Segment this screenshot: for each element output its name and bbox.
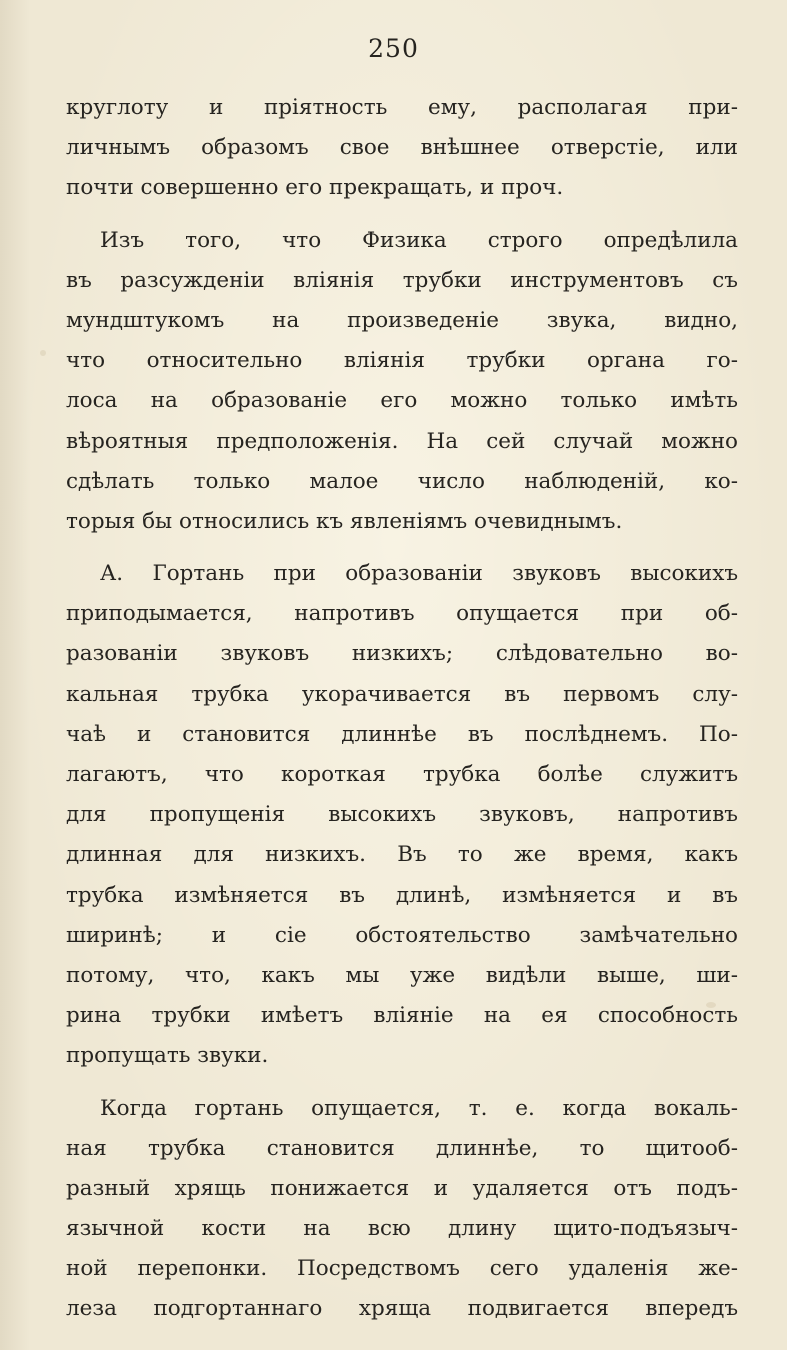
text-line: торыя бы относились къ явленіямъ очевиднымъ. <box>66 508 623 534</box>
text-line: что относительно вліянія трубки органа го- <box>66 348 738 374</box>
text-line: язычной кости на всю длину щито-подъязыч- <box>66 1216 738 1242</box>
text-line: Когда гортань опущается, т. е. когда вокаль- <box>100 1095 738 1121</box>
text-line: вѣроятныя предположенія. На сей случай можно <box>66 428 738 454</box>
text-line: длинная для низкихъ. Въ то же время, какъ <box>66 842 738 868</box>
text-line: круглоту и пріятность ему, располагая при- <box>66 95 738 120</box>
text-line: леза подгортаннаго хряща подвигается впередъ <box>66 1296 738 1322</box>
text-line: трубка измѣняется въ длинѣ, измѣняется и въ <box>66 882 738 908</box>
paragraph-4 <box>66 1089 738 1330</box>
text-line: почти совершенно его прекращать, и проч. <box>66 175 564 201</box>
paragraph-2 <box>66 221 738 543</box>
paragraph-1 <box>66 88 738 209</box>
text-line: рина трубки имѣетъ вліяніе на ея способность <box>66 1003 738 1029</box>
text-line: личнымъ образомъ свое внѣшнее отверстіе, или <box>66 135 738 161</box>
text-line: разованіи звуковъ низкихъ; слѣдовательно во- <box>66 641 738 667</box>
text-line: потому, что, какъ мы уже видѣли выше, ши- <box>66 962 738 988</box>
text-line: для пропущенія высокихъ звуковъ, напротивъ <box>66 802 738 828</box>
text-line: приподымается, напротивъ опущается при об- <box>66 601 738 627</box>
text-line: ширинѣ; и сіе обстоятельство замѣчательно <box>66 922 738 948</box>
text-line: Изъ того, что Физика строго опредѣлила <box>100 227 738 253</box>
text-line: ной перепонки. Посредствомъ сего удаленія же- <box>66 1256 738 1282</box>
text-line: чаѣ и становится длиннѣе въ послѣднемъ. По- <box>66 721 738 747</box>
text-line: въ разсужденіи вліянія трубки инструментовъ съ <box>66 267 738 293</box>
text-line: ная трубка становится длиннѣе, то щитооб- <box>66 1135 738 1161</box>
text-line: кальная трубка укорачивается въ первомъ слу- <box>66 681 738 707</box>
text-line: сдѣлать только малое число наблюденій, ко- <box>66 468 738 494</box>
text-line: пропущать звуки. <box>66 1043 269 1069</box>
text-line: А. Гортань при образованіи звуковъ высокихъ <box>100 561 738 587</box>
paper-stain <box>40 350 46 356</box>
paragraph-3 <box>66 554 738 1076</box>
body-text <box>66 88 738 1342</box>
page-number: 250 <box>368 34 419 63</box>
text-line: лагаютъ, что короткая трубка болѣе служитъ <box>66 762 738 787</box>
text-line: мундштукомъ на произведеніе звука, видно, <box>66 307 738 333</box>
text-line: разный хрящь понижается и удаляется отъ подъ- <box>66 1175 738 1201</box>
text-line: лоса на образованіе его можно только имѣть <box>66 388 738 414</box>
